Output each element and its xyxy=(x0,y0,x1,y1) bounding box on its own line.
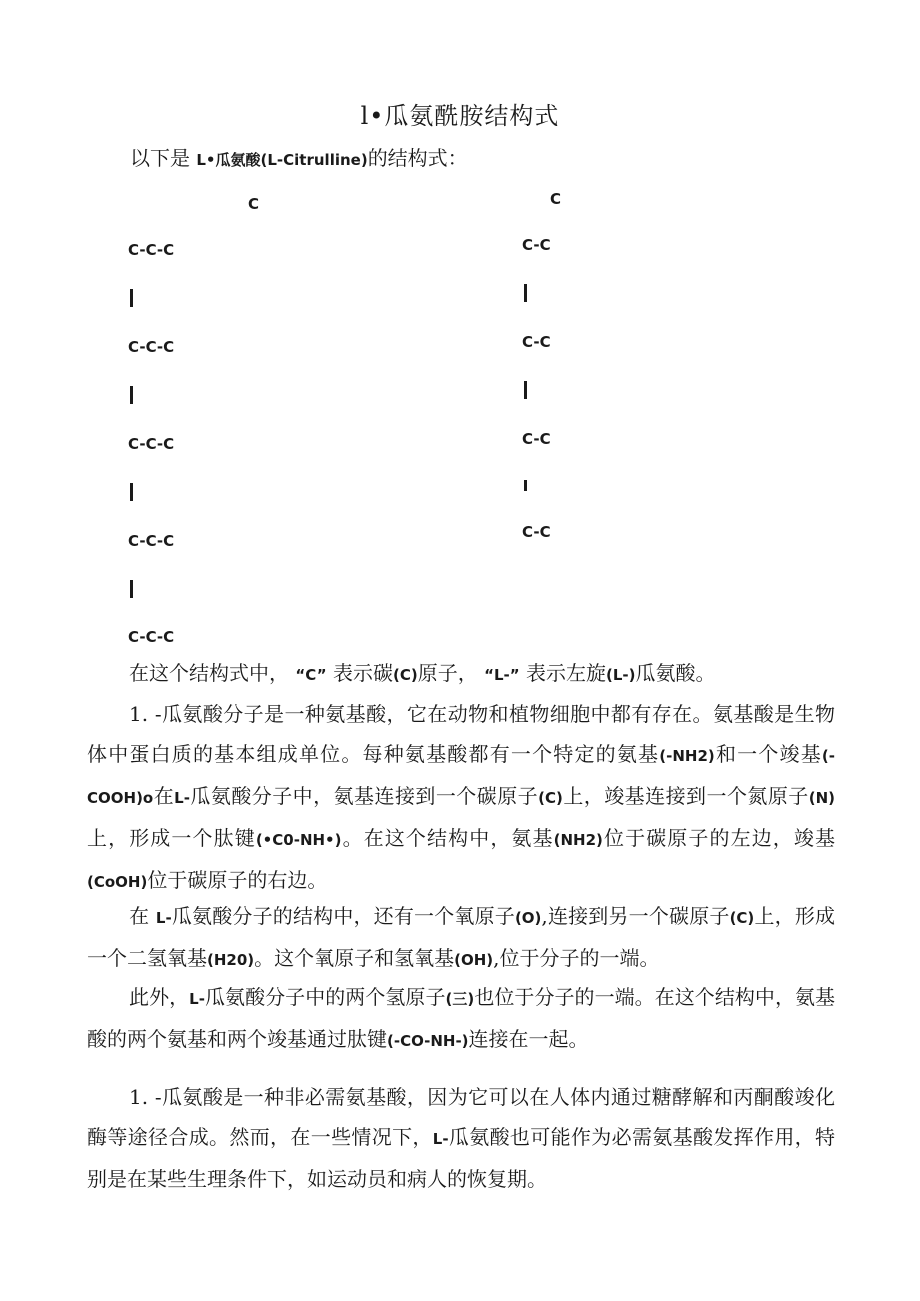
paragraph-oxygen xyxy=(87,896,835,980)
text: 。在这个结构中，氨基 xyxy=(341,826,554,850)
paragraph-nonessential xyxy=(87,1077,835,1199)
formula: (-COOH)o xyxy=(87,747,836,807)
left-chain-row: C-C-C xyxy=(128,532,175,550)
formula: L- xyxy=(432,1130,449,1148)
intro-prefix: 以下是 xyxy=(130,146,190,170)
text: 原子， xyxy=(417,661,478,685)
text: 1. -瓜氨酸分子是一种氨基酸，它在动物和植物细胞中都有存在。氨基酸是生物体中蛋白质的基本组成单位。每种氨基酸都有一个特定的氨基 xyxy=(87,702,835,766)
formula: (-CO-NH-) xyxy=(387,1032,469,1050)
formula: (NH2) xyxy=(553,831,603,849)
formula: (•C0-NH•) xyxy=(255,831,342,849)
text: 位于碳原子的右边。 xyxy=(147,868,328,892)
right-bond-line xyxy=(524,480,527,491)
right-chain-row: C-C xyxy=(522,236,551,254)
right-chain-row: C-C xyxy=(522,430,551,448)
right-chain-row: C-C xyxy=(522,333,551,351)
text: 在 xyxy=(153,784,175,808)
left-bond-line xyxy=(130,289,133,307)
text: 上，形成一个二氢氧基 xyxy=(87,904,836,970)
text: 连接在一起。 xyxy=(468,1027,589,1051)
formula: (三) xyxy=(445,990,475,1008)
formula: (-NH2) xyxy=(659,747,715,765)
intro-suffix: 的结构式： xyxy=(367,146,468,170)
text: 1. -瓜氨酸是一种非必需氨基酸，因为它可以在人体内通过糖酵解和丙酮酸竣化酶等途径合成。然而，在一些情况下， xyxy=(87,1085,835,1149)
left-chain-row: C-C-C xyxy=(128,338,175,356)
text: 在这个结构式中， xyxy=(129,661,289,685)
text: 和一个竣基 xyxy=(714,742,822,766)
right-chain-row: C-C xyxy=(522,523,551,541)
paragraph-legend xyxy=(87,653,835,695)
text: 上，竣基连接到一个氮原子 xyxy=(562,784,809,808)
text: 表示左旋 xyxy=(525,661,606,685)
text: 瓜氨酸也可能作为必需氨基酸发挥作用，特别是在某些生理条件下，如运动员和病人的恢复期。 xyxy=(87,1125,836,1191)
text: 上，形成一个肽键 xyxy=(87,826,256,850)
formula: L- xyxy=(189,990,205,1008)
formula: L- xyxy=(174,789,190,807)
text: ,位于分子的一端。 xyxy=(493,946,660,970)
quote-c: “C” xyxy=(295,666,327,684)
text: 瓜氨酸。 xyxy=(635,661,716,685)
left-bond-line xyxy=(130,483,133,501)
right-bond-line xyxy=(524,381,527,399)
paren-c: (C) xyxy=(393,666,418,684)
text: 表示碳 xyxy=(333,661,393,685)
intro-line xyxy=(130,142,468,171)
formula: (CoOH) xyxy=(87,873,148,891)
quote-l: “L-” xyxy=(484,666,520,684)
intro-english-name: (L-Citrulline) xyxy=(260,151,368,169)
formula: (OH) xyxy=(454,951,494,969)
right-top-carbon: C xyxy=(550,190,562,208)
formula: (C) xyxy=(538,789,563,807)
formula: (O) xyxy=(514,909,542,927)
paragraph-hydrogen xyxy=(87,977,835,1061)
page-title: l•瓜氨酰胺结构式 xyxy=(360,102,560,130)
intro-compound-name: L•瓜氨酸 xyxy=(196,151,261,169)
paragraph-amino-acid xyxy=(87,694,835,902)
right-bond-line xyxy=(524,284,527,302)
text: 也位于分子的一端。在这个结构中，氨基酸的两个氨基和两个竣基通过肽键 xyxy=(87,985,836,1051)
formula: (N) xyxy=(808,789,836,807)
left-top-carbon: C xyxy=(248,195,260,213)
text: ,连接到另一个碳原子 xyxy=(541,904,730,928)
left-bond-line xyxy=(130,580,133,598)
text: 。这个氧原子和氢氧基 xyxy=(254,946,455,970)
text: 在 xyxy=(129,904,150,928)
left-chain-row: C-C-C xyxy=(128,241,175,259)
left-bond-line xyxy=(130,386,133,404)
paren-l: (L-) xyxy=(605,666,636,684)
text: 瓜氨酸分子中的两个氢原子 xyxy=(204,985,446,1009)
formula: (C) xyxy=(729,909,755,927)
text: 位于碳原子的左边，竣基 xyxy=(602,826,836,850)
text: 瓜氨酸分子的结构中，还有一个氧原子 xyxy=(171,904,515,928)
formula: L- xyxy=(155,909,172,927)
formula: (H20) xyxy=(207,951,255,969)
left-chain-row: C-C-C xyxy=(128,628,175,646)
left-chain-row: C-C-C xyxy=(128,435,175,453)
text: 瓜氨酸分子中，氨基连接到一个碳原子 xyxy=(189,784,539,808)
text: 此外， xyxy=(129,985,190,1009)
